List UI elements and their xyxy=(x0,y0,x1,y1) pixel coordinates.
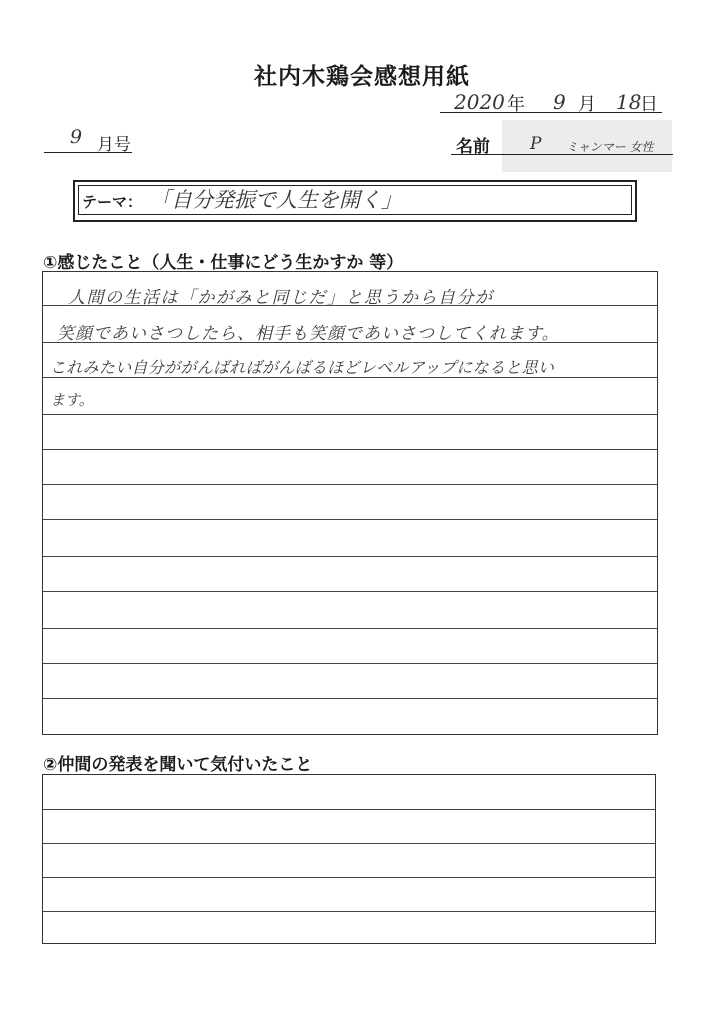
ruled-line xyxy=(43,911,655,912)
ruled-line xyxy=(43,519,657,520)
ruled-line xyxy=(43,663,657,664)
date-month: 9 xyxy=(553,90,566,114)
form-title: 社内木鶏会感想用紙 xyxy=(254,64,470,90)
ruled-line xyxy=(43,484,657,485)
date-year: 2020 xyxy=(454,90,505,114)
date-day: 18 xyxy=(616,90,642,114)
ruled-line xyxy=(43,591,657,592)
handwritten-line-2: 笑顔であいさつしたら、相手も笑顔であいさつしてくれます。 xyxy=(57,324,560,344)
name-label: 名前 xyxy=(456,137,490,157)
ruled-line xyxy=(43,698,657,699)
issue-label: 月号 xyxy=(97,135,131,155)
ruled-line xyxy=(43,628,657,629)
ruled-line xyxy=(43,449,657,450)
name-initial: P xyxy=(530,134,542,154)
date-day-label: 日 xyxy=(640,94,658,115)
ruled-line xyxy=(43,877,655,878)
ruled-line xyxy=(43,556,657,557)
ruled-line xyxy=(43,843,655,844)
section2-writing-area[interactable] xyxy=(42,774,656,944)
date-year-label: 年 xyxy=(507,94,525,115)
ruled-line xyxy=(43,809,655,810)
section1-heading: ①感じたこと（人生・仕事にどう生かすか 等） xyxy=(43,253,404,273)
handwritten-line-1: 人間の生活は「かがみと同じだ」と思うから自分が xyxy=(68,288,494,308)
handwritten-line-4: ます。 xyxy=(50,391,94,409)
name-value: ミャンマー 女性 xyxy=(566,140,654,154)
issue-month: 9 xyxy=(70,126,83,148)
handwritten-line-3: これみたい自分ががんばればがんばるほどレベルアップになると思い xyxy=(50,358,555,377)
section2-heading: ②仲間の発表を聞いて気付いたこと xyxy=(43,755,313,775)
theme-label: テーマ： xyxy=(82,193,143,211)
theme-value: 「自分発振で人生を開く」 xyxy=(150,188,402,212)
ruled-line xyxy=(43,414,657,415)
date-month-label: 月 xyxy=(578,94,596,115)
